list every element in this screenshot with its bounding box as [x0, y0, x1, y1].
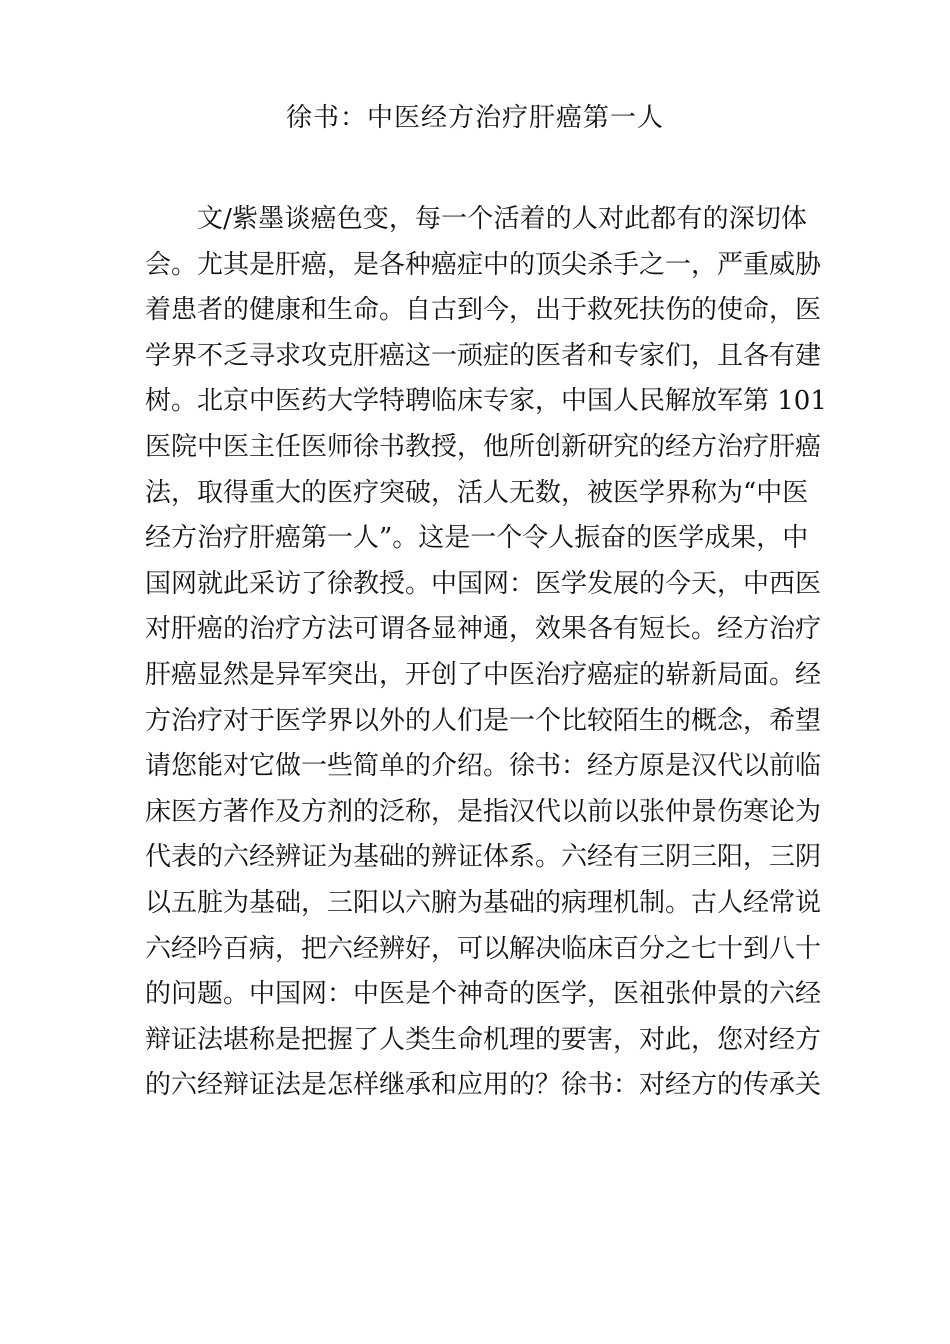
body-line: 对肝癌的治疗方法可谓各显神通，效果各有短长。经方治疗	[145, 614, 822, 645]
body-line: 六经吟百病，把六经辨好，可以解决临床百分之七十到八十	[145, 933, 822, 964]
body-line: 的六经辩证法是怎样继承和应用的？徐书：对经方的传承关	[145, 1070, 822, 1101]
body-line: 的问题。中国网：中医是个神奇的医学，医祖张仲景的六经	[145, 979, 822, 1010]
body-line: 国网就此采访了徐教授。中国网：医学发展的今天，中西医	[145, 568, 822, 599]
body-line: 代表的六经辨证为基础的辨证体系。六经有三阴三阳，三阴	[145, 842, 822, 873]
body-line: 肝癌显然是异军突出，开创了中医治疗癌症的崭新局面。经	[145, 659, 822, 690]
body-line: 学界不乏寻求攻克肝癌这一顽症的医者和专家们，且各有建	[145, 340, 822, 371]
body-line: 文/紫墨谈癌色变，每一个活着的人对此都有的深切体	[197, 204, 807, 234]
body-line: 方治疗对于医学界以外的人们是一个比较陌生的概念，希望	[145, 705, 822, 736]
body-line: 以五脏为基础，三阳以六腑为基础的病理机制。古人经常说	[145, 887, 822, 918]
body-line: 树。北京中医药大学特聘临床专家，中国人民解放军第 101	[145, 386, 827, 417]
body-line: 经方治疗肝癌第一人”。这是一个令人振奋的医学成果，中	[145, 523, 809, 554]
body-line: 会。尤其是肝癌，是各种癌症中的顶尖杀手之一，严重威胁	[145, 249, 822, 280]
body-line: 床医方著作及方剂的泛称，是指汉代以前以张仲景伤寒论为	[145, 796, 822, 827]
body-line: 医院中医主任医师徐书教授，他所创新研究的经方治疗肝癌	[145, 431, 822, 462]
body-line: 辩证法堪称是把握了人类生命机理的要害，对此，您对经方	[145, 1024, 822, 1055]
body-line: 请您能对它做一些简单的介绍。徐书：经方原是汉代以前临	[145, 751, 822, 782]
body-line: 着患者的健康和生命。自古到今，出于救死扶伤的使命，医	[145, 295, 822, 326]
body-line: 法，取得重大的医疗突破，活人无数，被医学界称为“中医	[145, 477, 809, 508]
document-body	[145, 197, 827, 1109]
document-title: 徐书：中医经方治疗肝癌第一人	[285, 103, 664, 133]
